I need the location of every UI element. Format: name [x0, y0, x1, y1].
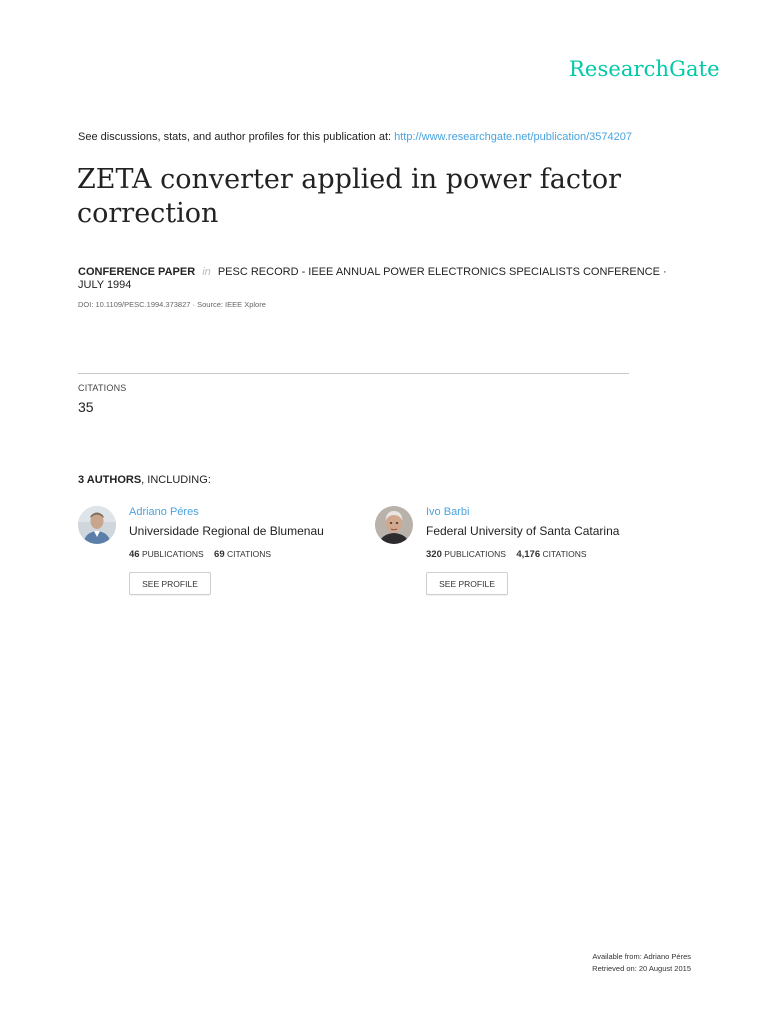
author-name-link[interactable]: Ivo Barbi — [426, 506, 470, 518]
doi-source-line: DOI: 10.1109/PESC.1994.373827 · Source: IEEE Xplore — [78, 300, 266, 309]
author-citations-count: 69 — [214, 549, 225, 560]
intro-text: See discussions, stats, and author profiles for this publication at: — [78, 131, 392, 143]
author-photo-icon[interactable] — [375, 506, 413, 544]
see-profile-button[interactable]: SEE PROFILE — [426, 572, 508, 595]
author-publications-label: PUBLICATIONS — [444, 549, 506, 559]
publication-title: ZETA converter applied in power factor correction — [77, 164, 622, 229]
author-publications-count: 320 — [426, 549, 442, 560]
author-citations-count: 4,176 — [516, 549, 541, 560]
available-from: Available from: Adriano Péres — [592, 952, 691, 961]
author-institution: Federal University of Santa Catarina — [426, 524, 620, 538]
publication-meta — [78, 266, 688, 292]
author-citations-label: CITATIONS — [227, 549, 272, 559]
authors-including: , INCLUDING: — [141, 474, 211, 486]
author-card — [78, 505, 378, 605]
publication-type: CONFERENCE PAPER — [78, 266, 196, 278]
author-institution: Universidade Regional de Blumenau — [129, 524, 324, 538]
author-citations-label: CITATIONS — [542, 549, 587, 559]
retrieved-on: Retrieved on: 20 August 2015 — [592, 964, 691, 973]
author-publications-label: PUBLICATIONS — [141, 549, 204, 559]
divider — [78, 373, 629, 374]
citations-label: CITATIONS — [78, 383, 127, 393]
author-stats — [129, 549, 271, 560]
researchgate-logo[interactable]: ResearchGate — [569, 57, 720, 81]
in-label: in — [202, 266, 211, 278]
intro-line — [78, 131, 632, 143]
author-photo-icon[interactable] — [78, 506, 116, 544]
authors-count: 3 AUTHORS — [78, 474, 142, 486]
author-publications-count: 46 — [129, 549, 140, 560]
see-profile-button[interactable]: SEE PROFILE — [129, 572, 211, 595]
author-card — [375, 505, 675, 605]
author-stats — [426, 549, 587, 560]
author-name-link[interactable]: Adriano Péres — [129, 506, 199, 518]
retrieval-footer — [592, 951, 691, 975]
publication-venue: PESC RECORD - IEEE ANNUAL POWER ELECTRONICS SPECIALISTS CONFERENCE · JULY 1994 — [78, 266, 667, 291]
citations-count: 35 — [78, 399, 94, 415]
publication-link[interactable]: http://www.researchgate.net/publication/3574207 — [394, 131, 633, 143]
authors-heading — [78, 474, 211, 486]
